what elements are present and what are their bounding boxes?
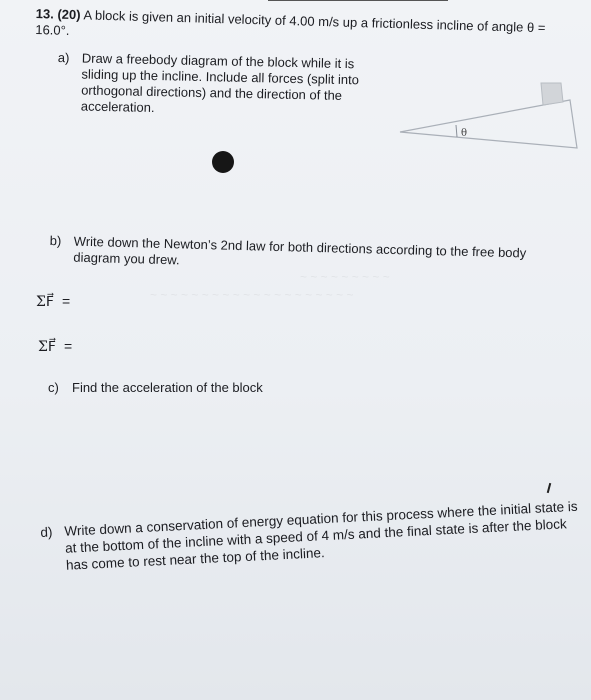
part-c-text: Find the acceleration of the block: [72, 380, 263, 395]
part-a-label: a): [57, 50, 70, 66]
part-b: [49, 233, 550, 278]
top-rule: [268, 0, 448, 1]
sum-force-symbol: ΣF⃗: [38, 339, 56, 355]
sum-force-symbol: ΣF⃗: [36, 294, 54, 310]
sum-force-equation-1: [36, 293, 70, 310]
part-d-text: Write down a conservation of energy equation for this process where the initial state is at the bottom of the incline with a speed of 4 m/s and the final state is after the block has come to rest near the top of the incline.: [64, 498, 578, 573]
equals-sign: =: [63, 338, 73, 354]
bleed-through-text: ~ ~ ~ ~ ~ ~ ~ ~ ~ ~ ~ ~ ~ ~ ~ ~ ~ ~ ~ ~: [150, 288, 354, 302]
incline-figure: [395, 70, 585, 155]
sum-force-equation-2: [38, 338, 72, 355]
part-a-text: Draw a freebody diagram of the block while it is sliding up the incline. Include all forces (split into orthogonal directions) and the direction of the acceleration.: [80, 50, 360, 116]
part-b-text: Write down the Newton’s 2nd law for both directions according to the free body diagram you drew.: [73, 233, 527, 268]
angle-label: θ: [461, 128, 468, 139]
part-d-label: d): [40, 524, 53, 540]
angle-arc: [456, 125, 457, 137]
question-number: 13. (20): [35, 6, 81, 23]
part-b-label: b): [49, 233, 62, 249]
angle-value: 16.0°.: [35, 21, 70, 38]
ink-dot: [212, 151, 234, 173]
incline-triangle: [400, 100, 577, 148]
bleed-through-text: ~ ~ ~ ~ ~ ~ ~ ~ ~: [300, 270, 390, 284]
part-c-label: c): [48, 380, 59, 395]
equals-sign: =: [61, 293, 71, 309]
question-text: A block is given an initial velocity of 4.00 m/s up a frictionless incline of angle θ =: [83, 7, 546, 36]
part-c: [48, 380, 348, 396]
part-d: [40, 498, 582, 575]
block-shape: [541, 83, 563, 105]
question-header: [35, 6, 576, 53]
part-a: [57, 50, 378, 121]
pen-mark: [547, 483, 552, 493]
